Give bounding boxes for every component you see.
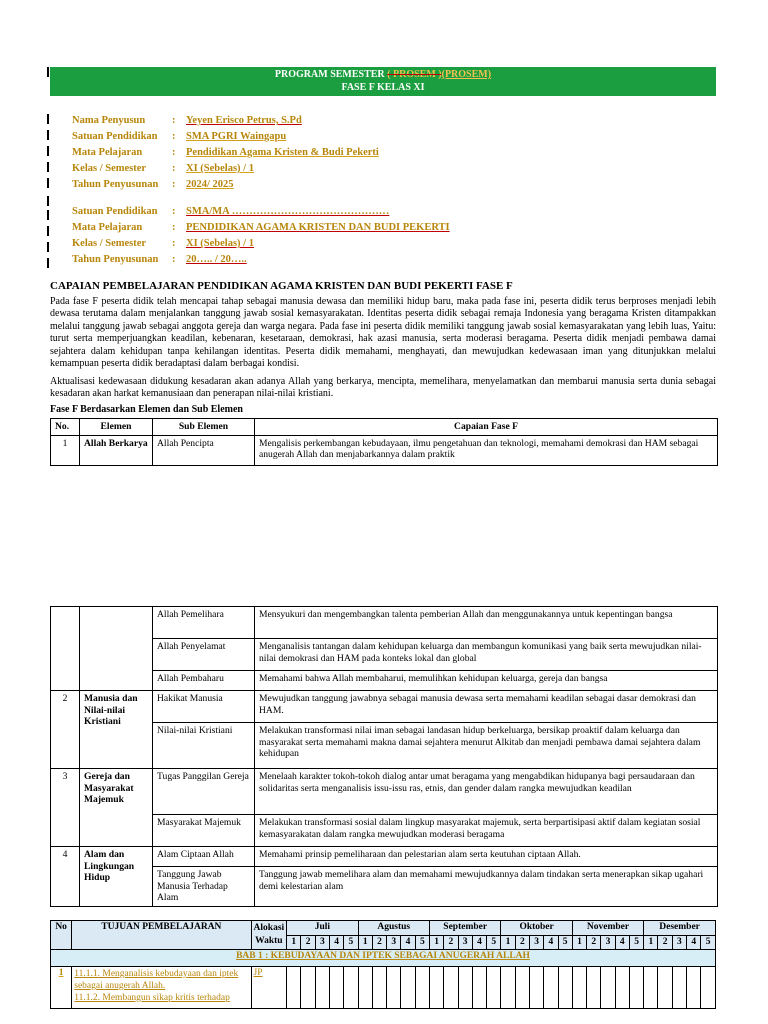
week-cell[interactable]	[401, 967, 415, 1009]
identity-label: Satuan Pendidikan	[72, 131, 158, 142]
row-sub-elemen: Hakikat Manusia	[153, 691, 255, 723]
week-number: 2	[515, 935, 529, 950]
table-row	[51, 769, 718, 815]
week-number: 5	[487, 935, 501, 950]
margin-mark	[47, 146, 49, 156]
row-sub-elemen: Allah Penyelamat	[153, 639, 255, 671]
identity-label: Mata Pelajaran	[72, 147, 143, 158]
identity-label: Kelas / Semester	[72, 238, 147, 249]
identity-row	[72, 178, 234, 192]
week-number: 2	[372, 935, 386, 950]
week-number: 3	[601, 935, 615, 950]
week-cell[interactable]	[287, 967, 301, 1009]
week-number: 1	[358, 935, 372, 950]
fase-subtitle: Fase F Berdasarkan Elemen dan Sub Elemen	[50, 404, 243, 415]
capaian-title: CAPAIAN PEMBELAJARAN PENDIDIKAN AGAMA KRISTEN DAN BUDI PEKERTI FASE F	[50, 280, 513, 292]
margin-mark	[47, 67, 49, 77]
row-sub-elemen: Allah Pemelihara	[153, 607, 255, 639]
row-elemen: Gereja dan Masyarakat Majemuk	[80, 769, 153, 847]
row-no: 2	[51, 691, 80, 769]
week-cell[interactable]	[358, 967, 372, 1009]
identity-row	[72, 146, 379, 160]
week-cell[interactable]	[658, 967, 672, 1009]
header-line-1	[50, 68, 716, 81]
margin-mark	[47, 210, 49, 220]
week-number: 4	[615, 935, 629, 950]
row-capaian: Tanggung jawab memelihara alam dan memahami mewujudkannya dalam tindakan serta menerapkan sikap ugahari demi kelestarian alam	[255, 867, 718, 907]
week-cell[interactable]	[629, 967, 643, 1009]
row-elemen: Manusia dan Nilai-nilai Kristiani	[80, 691, 153, 769]
tujuan-header-row	[51, 921, 716, 936]
identity-row-struck	[72, 253, 247, 267]
col-elemen: Elemen	[80, 419, 153, 436]
identity-value: 2024/ 2025	[186, 179, 234, 190]
program-header	[50, 67, 716, 96]
week-number: 3	[315, 935, 329, 950]
identity-value: SMA/MA ………………………………………	[186, 206, 390, 217]
row-no: 4	[51, 847, 80, 907]
identity-colon: :	[172, 206, 176, 217]
week-cell[interactable]	[429, 967, 443, 1009]
col-no: No.	[51, 419, 80, 436]
row-no: 3	[51, 769, 80, 847]
table-row	[51, 691, 718, 723]
identity-row	[72, 162, 254, 176]
week-cell[interactable]	[672, 967, 686, 1009]
week-number: 4	[472, 935, 486, 950]
table-row	[51, 607, 718, 639]
week-cell[interactable]	[415, 967, 429, 1009]
month-header: Desember	[644, 921, 716, 936]
identity-value: Pendidikan Agama Kristen & Budi Pekerti	[186, 147, 379, 158]
week-number: 1	[429, 935, 443, 950]
week-number: 1	[501, 935, 515, 950]
week-number: 3	[387, 935, 401, 950]
month-header: September	[429, 921, 500, 936]
week-cell[interactable]	[372, 967, 386, 1009]
identity-row-struck	[72, 237, 254, 251]
week-cell[interactable]	[315, 967, 329, 1009]
identity-colon: :	[172, 131, 176, 142]
week-number: 4	[330, 935, 344, 950]
bab-title: BAB 1 : KEBUDAYAAN DAN IPTEK SEBAGAI ANUGERAH ALLAH	[51, 950, 716, 967]
identity-value: 20….. / 20…..	[186, 254, 247, 265]
week-cell[interactable]	[644, 967, 658, 1009]
week-number: 1	[644, 935, 658, 950]
identity-label: Mata Pelajaran	[72, 222, 143, 233]
margin-mark	[47, 130, 49, 140]
month-header: November	[572, 921, 643, 936]
identity-value: Yeyen Erisco Petrus, S.Pd	[186, 115, 302, 126]
month-header: Juli	[287, 921, 358, 936]
month-header: Agustus	[358, 921, 429, 936]
week-cell[interactable]	[601, 967, 615, 1009]
week-number: 1	[287, 935, 301, 950]
tujuan-item: 11.1.2. Membangun sikap kritis terhadap	[74, 993, 230, 1003]
identity-value: PENDIDIKAN AGAMA KRISTEN DAN BUDI PEKERTI	[186, 222, 450, 233]
week-number: 2	[301, 935, 315, 950]
row-capaian: Memahami prinsip pemeliharaan dan pelestarian alam serta keutuhan ciptaan Allah.	[255, 847, 718, 867]
margin-mark	[47, 162, 49, 172]
row-sub-elemen: Tanggung Jawab Manusia Terhadap Alam	[153, 867, 255, 907]
week-cell[interactable]	[587, 967, 601, 1009]
tujuan-table	[50, 920, 716, 1009]
identity-label: Satuan Pendidikan	[72, 206, 158, 217]
capaian-paragraph-2: Aktualisasi kedewasaan didukung kesadaran akan adanya Allah yang berkarya, mencipta, memelihara, menyelamatkan dan membarui manusia serta dunia sebagai kesadaran akan harkat kemanusiaan dan penerapan nilai-nilai kristiani.	[50, 376, 716, 400]
identity-label: Nama Penyusun	[72, 115, 146, 126]
week-cell[interactable]	[301, 967, 315, 1009]
week-cell[interactable]	[558, 967, 572, 1009]
table-row	[51, 967, 716, 1009]
identity-value: SMA PGRI Waingapu	[186, 131, 287, 142]
identity-label: Kelas / Semester	[72, 163, 147, 174]
week-number: 2	[658, 935, 672, 950]
month-header: Oktober	[501, 921, 572, 936]
row-elemen	[80, 607, 153, 691]
identity-colon: :	[172, 222, 176, 233]
identity-label: Tahun Penyusunan	[72, 179, 159, 190]
col-capaian: Capaian Fase F	[255, 419, 718, 436]
week-cell[interactable]	[444, 967, 458, 1009]
margin-mark	[47, 226, 49, 236]
identity-colon: :	[172, 115, 176, 126]
identity-row	[72, 130, 286, 144]
week-number: 5	[344, 935, 358, 950]
identity-value: XI (Sebelas) / 1	[186, 163, 254, 174]
week-cell[interactable]	[515, 967, 529, 1009]
week-number: 5	[558, 935, 572, 950]
week-cell[interactable]	[615, 967, 629, 1009]
header-gold-text: (PROSEM)	[441, 69, 492, 80]
identity-label: Tahun Penyusunan	[72, 254, 159, 265]
row-capaian: Memahami bahwa Allah membaharui, memulihkan kehidupan keluarga, gereja dan bangsa	[255, 671, 718, 691]
week-number: 2	[587, 935, 601, 950]
week-number: 2	[444, 935, 458, 950]
col-tujuan: TUJUAN PEMBELAJARAN	[72, 921, 251, 950]
week-cell[interactable]	[472, 967, 486, 1009]
row-sub-elemen: Allah Pencipta	[153, 435, 255, 465]
row-elemen: Allah Berkarya	[80, 435, 153, 465]
week-cell[interactable]	[572, 967, 586, 1009]
identity-row-struck	[72, 205, 389, 219]
week-cell[interactable]	[387, 967, 401, 1009]
identity-colon: :	[172, 147, 176, 158]
row-sub-elemen: Tugas Panggilan Gereja	[153, 769, 255, 815]
capaian-paragraph-1: Pada fase F peserta didik telah mencapai tahap sebagai manusia dewasa dan memiliki hidup baru, maka pada fase ini, peserta didik terus berproses menjadi lebih dewasa terutama dalam menjalankan tanggung jawab sosial kemasyarakatan. Identitas peserta didik sebagai remaja Indonesia yang beragama Kristen ditampakkan melalui tanggung jawab sebagai anggota gereja dan warga negara. Pada fase ini peserta didik memiliki tanggung jawab sosial kemasyarakatan yang lebih luas, Yaitu: turut serta memperjuangkan keadilan, kebenaran, kesetaraan, demokrasi, hak azasi manusia, serta moderasi beragama. Peserta didik menjadi pembawa damai sejahtera dalam kehidupan tanpa kehilangan identitas. Peserta didik memahami, menghayati, dan mewujudkan kedewasaan iman yang ditunjukkan melalui kemampuan peserta didik beradaptasi dalam berbagai kondisi.	[50, 296, 716, 370]
identity-colon: :	[172, 163, 176, 174]
row-sub-elemen: Allah Pembaharu	[153, 671, 255, 691]
identity-value: XI (Sebelas) / 1	[186, 238, 254, 249]
row-capaian: Menelaah karakter tokoh-tokoh dialog antar umat beragama yang mengabdikan hidupanya bagi persaudaraan dan solidaritas serta menganalisis issu-issu ras, etnis, dan gender dalam rangka mewujudkan keadilan	[255, 769, 718, 815]
row-capaian: Mengalisis perkembangan kebudayaan, ilmu pengetahuan dan teknologi, memahami demokrasi dan HAM sebagai anugerah Allah dan menjabarkannya dalam praktik	[255, 435, 718, 465]
week-cell[interactable]	[687, 967, 701, 1009]
row-capaian: Mewujudkan tanggung jawabnya sebagai manusia dewasa serta memahami keadilan sebagai dasar demokrasi dan HAM.	[255, 691, 718, 723]
week-cell[interactable]	[529, 967, 543, 1009]
tujuan-item: 11.1.1. Menganalisis kebudayaan dan iptek sebagai anugerah Allah.	[74, 969, 239, 991]
row-alokasi: JP	[251, 967, 287, 1009]
week-cell[interactable]	[701, 967, 716, 1009]
row-no: 1	[51, 967, 72, 1009]
margin-mark	[47, 114, 49, 124]
margin-mark	[47, 258, 49, 268]
identity-colon: :	[172, 238, 176, 249]
week-number: 3	[458, 935, 472, 950]
week-number: 5	[701, 935, 716, 950]
identity-colon: :	[172, 179, 176, 190]
identity-row	[72, 114, 302, 128]
row-capaian: Mensyukuri dan mengembangkan talenta pemberian Allah dan menggunakannya untuk kepentingan bangsa	[255, 607, 718, 639]
col-no: No	[51, 921, 72, 950]
week-cell[interactable]	[330, 967, 344, 1009]
margin-mark	[47, 242, 49, 252]
table-row	[51, 435, 718, 465]
row-elemen: Alam dan Lingkungan Hidup	[80, 847, 153, 907]
header-line-2: FASE F KELAS XI	[341, 82, 425, 93]
week-number: 3	[672, 935, 686, 950]
col-alokasi: Alokasi Waktu	[251, 921, 287, 950]
week-cell[interactable]	[458, 967, 472, 1009]
week-number: 5	[629, 935, 643, 950]
margin-mark	[47, 178, 49, 188]
margin-mark	[47, 196, 49, 206]
identity-row-struck	[72, 221, 450, 235]
week-cell[interactable]	[344, 967, 358, 1009]
table-header-row	[51, 419, 718, 436]
week-number: 4	[401, 935, 415, 950]
row-capaian: Melakukan transformasi sosial dalam lingkup masyarakat majemuk, serta berpartisipasi aktif dalam kegiatan sosial kemasyarakatan dalam rangka mewujudkan moderasi beragama	[255, 815, 718, 847]
week-cell[interactable]	[487, 967, 501, 1009]
row-tujuan	[72, 967, 251, 1009]
week-number: 5	[415, 935, 429, 950]
col-sub-elemen: Sub Elemen	[153, 419, 255, 436]
week-number: 3	[529, 935, 543, 950]
bab-row	[51, 950, 716, 967]
week-number: 4	[544, 935, 558, 950]
identity-colon: :	[172, 254, 176, 265]
header-title: PROGRAM SEMESTER	[274, 69, 388, 80]
row-sub-elemen: Nilai-nilai Kristiani	[153, 723, 255, 769]
row-no	[51, 607, 80, 691]
row-capaian: Menganalisis tantangan dalam kehidupan keluarga dan membangun komunikasi yang baik serta mewujudkan nilai-nilai demokrasi dan HAM pada konteks lokal dan global	[255, 639, 718, 671]
elemen-table-continued	[50, 606, 718, 907]
week-cell[interactable]	[544, 967, 558, 1009]
elemen-table	[50, 418, 718, 466]
header-struck-text: ( PROSEM )	[387, 69, 442, 80]
row-no: 1	[51, 435, 80, 465]
table-row	[51, 847, 718, 867]
week-number: 4	[687, 935, 701, 950]
row-capaian: Melakukan transformasi nilai iman sebagai landasan hidup berkeluarga, bersikap proaktif dalam keluarga dan masyarakat serta memahami makna damai sejahtera menurut Alkitab dan menjadi pembawa damai sejahtera dalam kehidupan	[255, 723, 718, 769]
row-sub-elemen: Masyarakat Majemuk	[153, 815, 255, 847]
row-sub-elemen: Alam Ciptaan Allah	[153, 847, 255, 867]
week-number: 1	[572, 935, 586, 950]
week-cell[interactable]	[501, 967, 515, 1009]
